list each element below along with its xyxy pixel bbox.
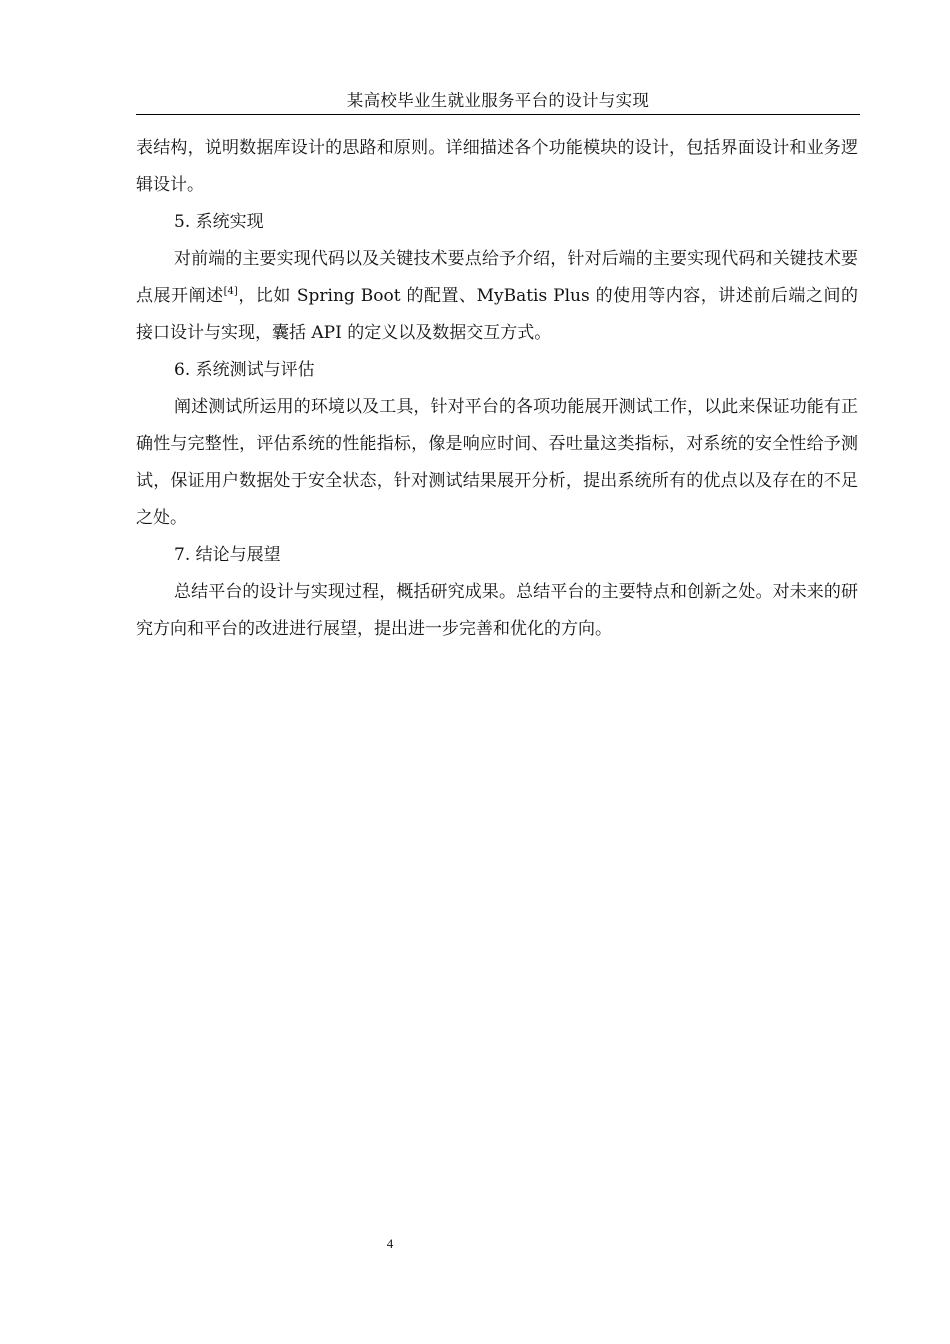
paragraph-table-structure: 表结构，说明数据库设计的思路和原则。详细描述各个功能模块的设计，包括界面设计和业务逻辑设计。 <box>136 138 858 195</box>
paragraph-testing: 阐述测试所运用的环境以及工具，针对平台的各项功能展开测试工作，以此来保证功能有正确性与完整性，评估系统的性能指标，像是响应时间、吞吐量这类指标，对系统的安全性给予测试，保证用户数据处于安全状态，针对测试结果展开分析，提出系统所有的优点以及存在的不足之处。 <box>136 397 858 528</box>
section-heading-testing: 6. 系统测试与评估 <box>174 360 315 380</box>
section-heading-conclusion: 7. 结论与展望 <box>174 545 281 565</box>
citation-marker: [4] <box>223 286 238 297</box>
running-header <box>136 88 860 115</box>
page-number: 4 <box>386 1236 394 1251</box>
paragraph-implementation-text-b: ，比如 Spring Boot 的配置、MyBatis Plus 的使用等内容，讲述前后端之间的接口设计与实现，囊括 API 的定义以及数据交互方式。 <box>136 286 859 343</box>
paragraph-conclusion: 总结平台的设计与实现过程，概括研究成果。总结平台的主要特点和创新之处。对未来的研究方向和平台的改进进行展望，提出进一步完善和优化的方向。 <box>136 582 858 639</box>
paragraph-implementation <box>136 241 858 352</box>
body-text <box>136 130 858 648</box>
section-heading-implementation: 5. 系统实现 <box>174 212 264 232</box>
paragraph-implementation-text-a: 对前端的主要实现代码以及关键技术要点给予介绍，针对后端的主要实现代码和关键技术要点展开阐述 <box>136 249 858 306</box>
header-title: 某高校毕业生就业服务平台的设计与实现 <box>346 91 650 110</box>
